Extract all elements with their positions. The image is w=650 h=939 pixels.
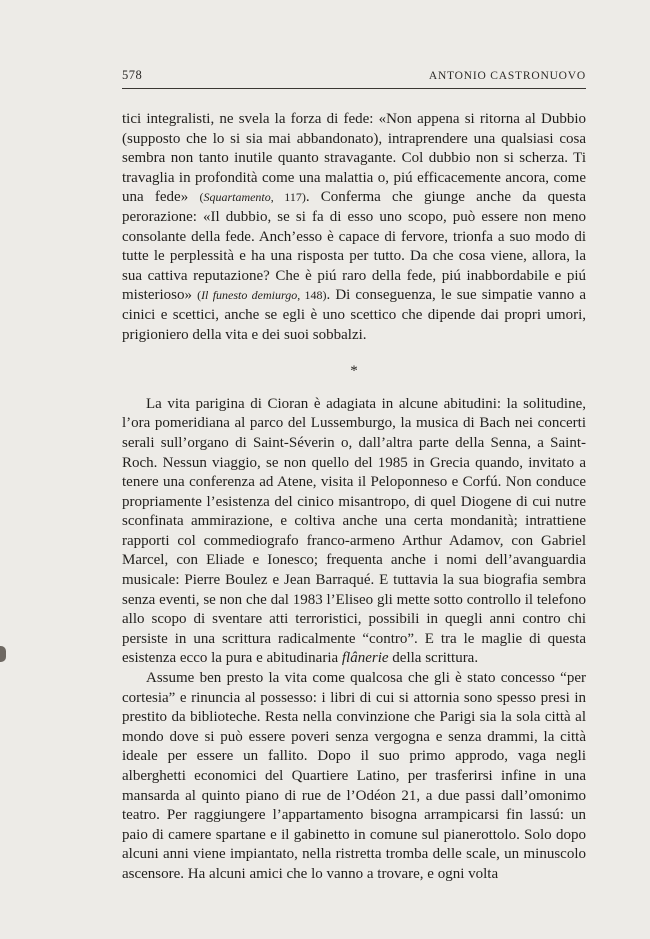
text-run: . Conferma che giunge anche da questa perorazione: «Il dubbio, se si fa di esso uno scopo, può essere non meno consolante della fede. Anch’esso è capace di fervore, trionfa a suo modo di tutte le perplessità e ha una risposta per tutto. Da che cosa viene, allora, la sua cattiva reputazione? Che è piú raro della fede, piú inabbordabile e piú misterioso» [122,189,586,304]
text-run-cite-title: Il funesto demiurgo [201,288,298,303]
text-run-cite: ( [199,190,204,205]
page-number: 578 [122,68,143,82]
text-run-italic: flânerie [341,650,389,667]
text-run: La vita parigina di Cioran è adagiata in alcune abitudini: la solitudine, l’ora pomeridiana al parco del Lussemburgo, la musica di Bach nei concerti serali sull’organo di Saint-Séverin o, dall’altra parte della Senna, a Saint-Roch. Nessun viaggio, se non quello del 1985 in Grecia quando, invitato a tenere una conferenza ad Atene, visita il Peloponneso e Corfú. Non conduce propriamente l’esistenza del cinico misantropo, di quel Diogene di cui nutre sconfinata ammirazione, e coltiva anche una certa mondanità; intrattiene rapporti col commediografo franco-armeno Arthur Adamov, con Gabriel Marcel, con Eliade e Ionesco; frequenta anche i nomi dell’avanguardia musicale: Pierre Boulez e Jean Barraqué. E tuttavia la sua biografia sembra senza eventi, se non che dal 1983 l’Eliseo gli mette sotto controllo il telefono allo scopo di sventare atti terroristici, possibili in quegli anni contro chi persiste in una scrittura radicalmente “contro”. E tra le maglie di questa esistenza ecco la pura e abitudinaria [122,395,586,667]
section-separator: * [350,363,358,380]
paragraph [122,110,586,345]
running-header [122,68,586,89]
page-content [122,68,586,885]
text-run: . Di conseguenza, le sue simpatie vanno a cinici e scettici, anche se egli è uno scettico che dipende dai propri umori, prigioniero della vita e dei suoi sobbalzi. [122,287,587,343]
scan-artifact [0,646,6,662]
page-body [122,110,586,885]
text-run-cite: , 117) [270,190,306,205]
paragraph [122,669,586,885]
text-run-cite: ( [197,288,202,303]
running-head-author: ANTONIO CASTRONUOVO [428,70,586,82]
text-run: della scrittura. [388,650,479,667]
text-run: tici integralisti, ne svela la forza di fede: «Non appena si ritorna al Dubbio (supposto che lo si sia mai abbandonato), intraprendere una qualsiasi cosa sembra non tanto inutile quanto stravagante. Col dubbio non si scherza. Ti travaglia in profondità come una malattia o, piú efficacemente ancora, come una fede» [122,111,586,206]
text-run-cite-title: Squartamento [203,190,271,205]
text-run-cite: , 148) [297,288,327,303]
text-run: Assume ben presto la vita come qualcosa che gli è stato concesso “per cortesia” e rinuncia al possesso: i libri di cui si attornia sono spesso presi in prestito da biblioteche. Resta nella convinzione che Parigi sia la sola città al mondo dove si può essere poveri senza vergogna e senza drammi, la città ideale per essere un fallito. Dopo il suo primo approdo, vaga negli alberghetti economici del Quartiere Latino, per trasferirsi infine in una mansarda al quinto piano di rue de l’Odéon 21, a due passi dall’omonimo teatro. Per raggiungere l’appartamento bisogna arrampicarsi fin lassú: un paio di camere spartane e il gabinetto in comune sul pianerottolo. Solo dopo alcuni anni viene impiantato, nella ristretta tromba delle scale, un minuscolo ascensore. Ha alcuni amici che lo vanno a trovare, e ogni volta [122,670,586,882]
paragraph [122,395,586,669]
